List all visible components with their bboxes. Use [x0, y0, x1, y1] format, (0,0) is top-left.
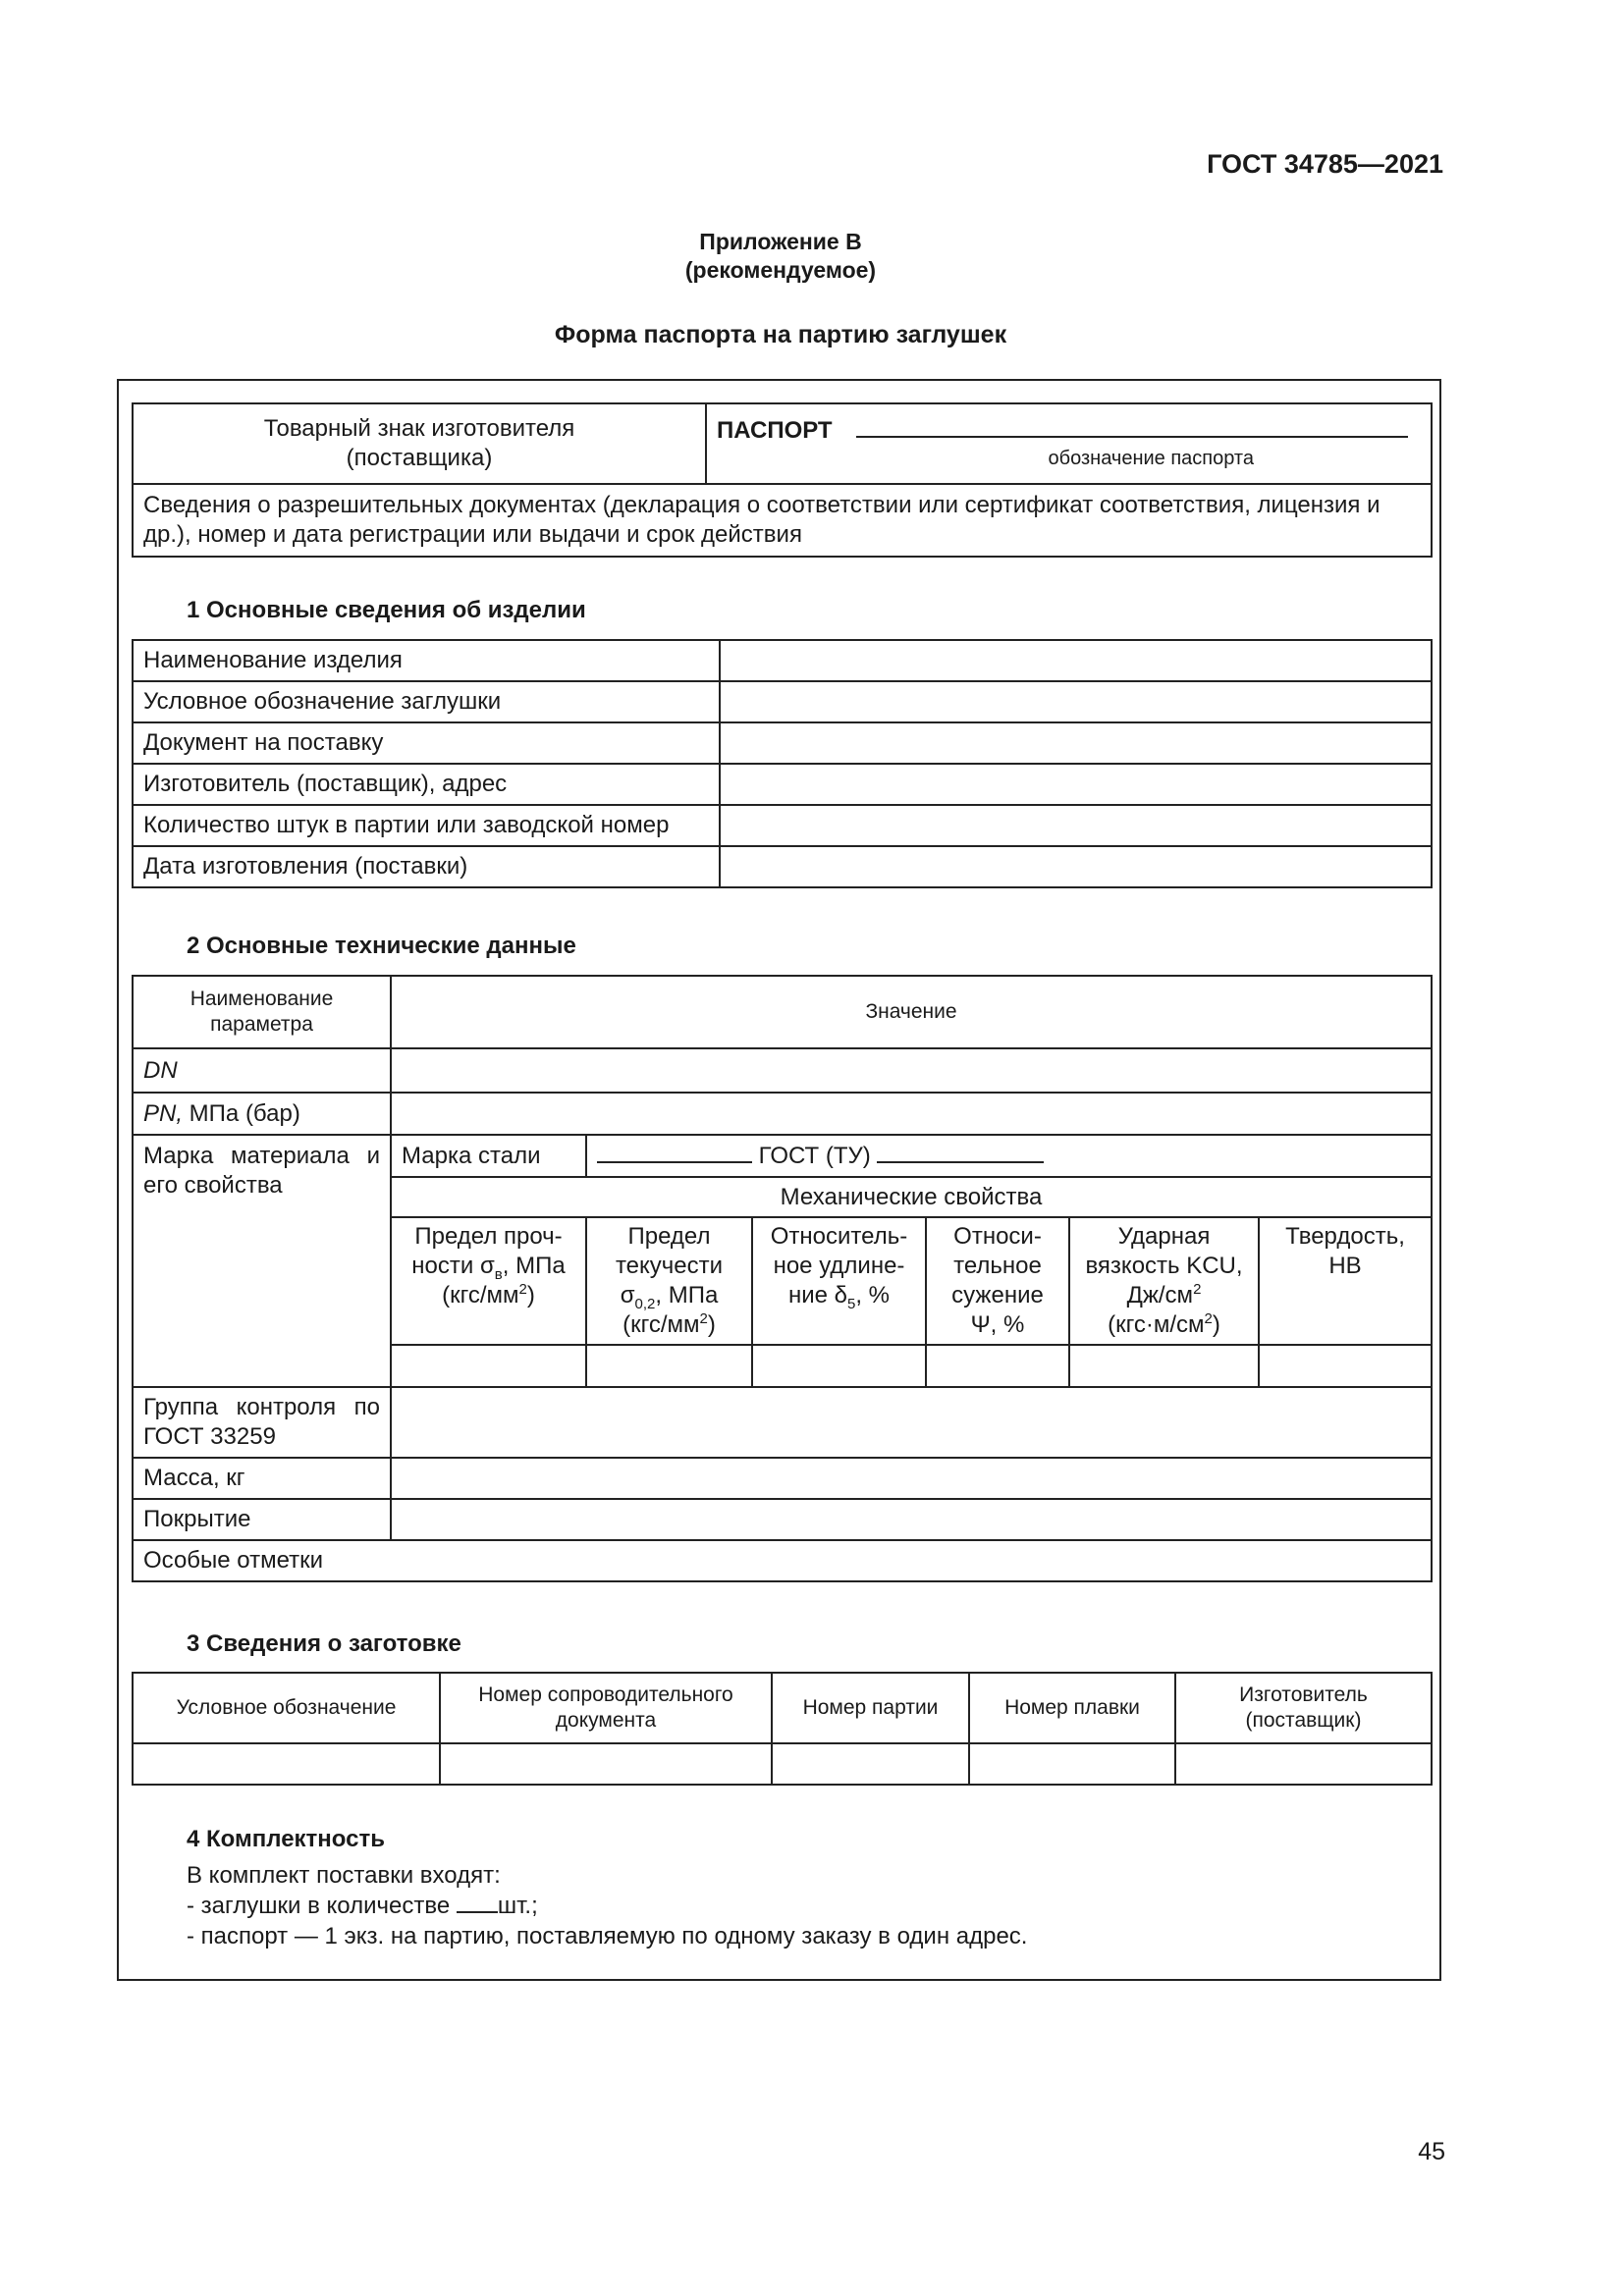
quantity-blank: [457, 1911, 498, 1913]
head-value: Значение: [391, 976, 1432, 1048]
standard-number: ГОСТ 34785—2021: [1207, 149, 1443, 179]
prop-text: ): [1212, 1311, 1220, 1338]
mass-label: Масса, кг: [133, 1458, 391, 1499]
prop-value-cell: [586, 1345, 752, 1387]
prop-value-cell: [752, 1345, 926, 1387]
prop-text: вязкость KCU,: [1085, 1253, 1243, 1279]
col-designation: Условное обозначение: [133, 1673, 440, 1743]
section4-title: 4 Комплектность: [187, 1826, 385, 1852]
prop-text: сужение: [951, 1282, 1044, 1308]
coating-value: [391, 1499, 1432, 1540]
prop-elongation: [752, 1217, 926, 1345]
pn-unit: МПа (бар): [183, 1099, 300, 1127]
dn-text: DN: [143, 1056, 178, 1084]
col-manufacturer: Изготовитель (поставщик): [1175, 1673, 1432, 1743]
pn-label: [133, 1093, 391, 1135]
row-value: [720, 722, 1432, 764]
kit-item-plugs-text: - заглушки в количестве: [187, 1893, 457, 1919]
prop-text: , МПа: [502, 1253, 566, 1279]
section1-table: [132, 639, 1433, 888]
appendix-subtitle: (рекомендуемое): [684, 257, 877, 283]
permits-cell: Сведения о разрешительных документах (декларация о соответствии или сертификат соответствия, лицензия и др.), номер и дата регистрации или выдачи и срок действия: [133, 484, 1432, 557]
prop-hardness: [1259, 1217, 1432, 1345]
col-heat-number: Номер плавки: [969, 1673, 1175, 1743]
row-label: Дата изготовления (поставки): [133, 846, 720, 887]
section1-title: 1 Основные сведения об изделии: [187, 597, 586, 623]
prop-sub: 5: [847, 1295, 856, 1312]
mech-props-header: Механические свойства: [391, 1177, 1432, 1217]
dn-value: [391, 1048, 1432, 1093]
prop-value-cell: [391, 1345, 586, 1387]
head-param: Наименование параметра: [133, 976, 391, 1048]
prop-value-cell: [926, 1345, 1069, 1387]
prop-text: Предел проч-: [414, 1223, 563, 1250]
trademark-cell: Товарный знак изготовителя (поставщика): [133, 403, 706, 484]
mass-value: [391, 1458, 1432, 1499]
row-value: [720, 846, 1432, 887]
col-accompanying-doc: Номер сопроводительного документа: [440, 1673, 772, 1743]
prop-text: тельное: [953, 1253, 1042, 1279]
prop-tensile-strength: [391, 1217, 586, 1345]
prop-text: (кгс·м/см: [1108, 1311, 1205, 1338]
prop-value-cell: [1069, 1345, 1259, 1387]
passport-label: ПАСПОРТ: [717, 417, 833, 444]
control-group-label: Группа контроля по ГОСТ 33259: [133, 1387, 391, 1458]
section3-table: [132, 1672, 1433, 1786]
page-number: 45: [1418, 2138, 1445, 2165]
row-value: [720, 764, 1432, 805]
prop-sup: 2: [1193, 1281, 1202, 1298]
coating-label: Покрытие: [133, 1499, 391, 1540]
row-label: Изготовитель (поставщик), адрес: [133, 764, 720, 805]
section2-table: [132, 975, 1433, 1582]
prop-sup: 2: [518, 1281, 527, 1298]
prop-sub: 0,2: [634, 1295, 656, 1312]
row-value: [720, 805, 1432, 846]
steel-label: Марка стали: [391, 1135, 586, 1177]
passport-designation-line: [856, 436, 1408, 438]
material-label: Марка материала и его свойства: [133, 1135, 391, 1387]
prop-reduction: [926, 1217, 1069, 1345]
prop-text: ние δ: [787, 1282, 847, 1308]
prop-value-cell: [1259, 1345, 1432, 1387]
prop-text: текучести: [615, 1253, 724, 1279]
prop-text: ): [707, 1311, 716, 1338]
blank-cell: [133, 1743, 440, 1785]
prop-text: Предел: [627, 1223, 711, 1250]
prop-text: , МПа: [655, 1282, 719, 1308]
prop-text: (кгс/мм: [442, 1282, 519, 1308]
row-value: [720, 681, 1432, 722]
blank-cell: [772, 1743, 969, 1785]
prop-text: ности σ: [411, 1253, 495, 1279]
passport-header-table: [132, 402, 1433, 558]
prop-text: Твердость,: [1285, 1223, 1405, 1250]
dn-label: [133, 1048, 391, 1093]
pn-italic: PN,: [143, 1099, 184, 1127]
passport-cell: [706, 403, 1432, 484]
pn-value: [391, 1093, 1432, 1135]
prop-sup: 2: [699, 1310, 708, 1327]
col-batch-number: Номер партии: [772, 1673, 969, 1743]
blank-cell: [440, 1743, 772, 1785]
prop-text: σ: [620, 1282, 635, 1308]
prop-text: НВ: [1328, 1253, 1362, 1279]
prop-sup: 2: [1204, 1310, 1213, 1327]
prop-text: ): [526, 1282, 535, 1308]
prop-yield-strength: [586, 1217, 752, 1345]
prop-text: Относитель-: [770, 1223, 908, 1250]
prop-text: , %: [855, 1282, 891, 1308]
prop-sub: в: [494, 1265, 503, 1283]
prop-text: ное удлине-: [773, 1253, 905, 1279]
row-value: [720, 640, 1432, 681]
prop-text: Ударная: [1117, 1223, 1211, 1250]
row-label: Количество штук в партии или заводской номер: [133, 805, 720, 846]
kit-item-plugs: [187, 1891, 538, 1921]
section3-title: 3 Сведения о заготовке: [187, 1630, 461, 1657]
kit-intro: В комплект поставки входят:: [187, 1862, 501, 1889]
prop-impact-toughness: [1069, 1217, 1259, 1345]
special-notes: Особые отметки: [133, 1540, 1432, 1581]
row-label: Документ на поставку: [133, 722, 720, 764]
prop-text: Ψ, %: [970, 1311, 1025, 1338]
appendix-title: Приложение В: [699, 229, 862, 254]
prop-text: (кгс/мм: [623, 1311, 700, 1338]
gost-tu-label: ГОСТ (ТУ): [758, 1142, 871, 1169]
steel-grade-line: [597, 1161, 752, 1163]
kit-item-passport: - паспорт — 1 экз. на партию, поставляемую по одному заказу в один адрес.: [187, 1923, 1028, 1949]
steel-value: [586, 1135, 1432, 1177]
row-label: Наименование изделия: [133, 640, 720, 681]
section2-title: 2 Основные технические данные: [187, 933, 576, 959]
control-group-value: [391, 1387, 1432, 1458]
prop-text: Относи-: [953, 1223, 1042, 1250]
kit-item-plugs-unit: шт.;: [497, 1893, 538, 1919]
row-label: Условное обозначение заглушки: [133, 681, 720, 722]
blank-cell: [969, 1743, 1175, 1785]
prop-text: Дж/см: [1126, 1282, 1194, 1308]
gost-tu-line: [877, 1161, 1044, 1163]
form-title: Форма паспорта на партию заглушек: [554, 321, 1007, 348]
passport-designation-caption: обозначение паспорта: [1048, 448, 1254, 469]
blank-cell: [1175, 1743, 1432, 1785]
